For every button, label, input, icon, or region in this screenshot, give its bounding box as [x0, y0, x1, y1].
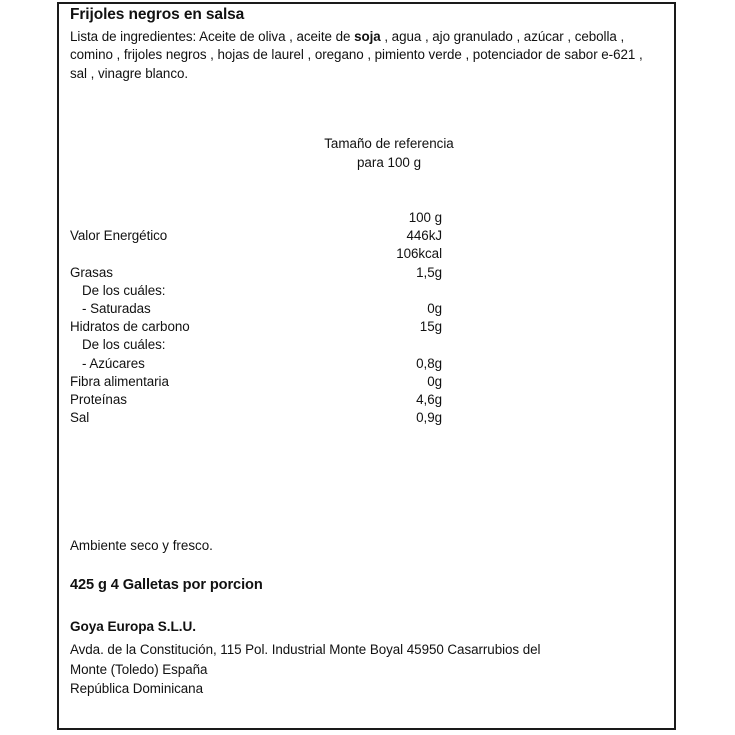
label-content: [59, 4, 674, 728]
ingredients-suffix: , agua , ajo granulado , azúcar , cebolla , comino , frijoles negros , hojas de laurel , oregano , pimiento verde , potenciador de sabor e-621 , sal , vinagre blanco.: [70, 29, 643, 81]
ingredients-prefix: Lista de ingredientes: Aceite de oliva , aceite de: [70, 29, 355, 44]
nutrition-row-label: - Saturadas: [82, 300, 151, 316]
nutrition-row-value: 0,8g: [416, 355, 442, 371]
company-address: [70, 640, 660, 699]
ingredients-list: [70, 28, 650, 83]
nutrition-row-value: 0g: [427, 373, 442, 389]
nutrition-row-value: 15g: [419, 319, 442, 335]
nutrition-row-value: 0g: [427, 300, 442, 316]
nutrition-row-value: 446kJ: [406, 228, 442, 244]
nutrition-row: [70, 336, 442, 354]
nutrition-row-value: 0,9g: [416, 410, 442, 426]
nutrition-row: [70, 227, 442, 245]
nutrition-row: [70, 391, 442, 409]
nutrition-row: [70, 409, 442, 427]
nutrition-row-label: - Azúcares: [82, 355, 145, 371]
nutrition-row-label: Fibra alimentaria: [70, 373, 169, 389]
net-weight-and-servings: 425 g 4 Galletas por porcion: [70, 577, 263, 593]
nutrition-row-label: Proteínas: [70, 391, 127, 407]
company-address-line: Monte (Toledo) España: [70, 661, 208, 677]
reference-size-line2: para 100 g: [356, 154, 422, 170]
ingredients-allergen-soja: soja: [354, 29, 381, 44]
nutrition-rows: [70, 227, 442, 427]
nutrition-row: [70, 318, 442, 336]
nutrition-row-value: 4,6g: [416, 391, 442, 407]
product-title: Frijoles negros en salsa: [70, 6, 245, 23]
nutrition-column-header-row: [70, 209, 442, 227]
nutrition-row-label: De los cuáles:: [82, 337, 166, 353]
nutrition-row: [70, 245, 442, 263]
nutrition-row-label: Sal: [70, 410, 90, 426]
nutrition-row: [70, 264, 442, 282]
nutrition-row: [70, 300, 442, 318]
reference-size-header: [274, 135, 504, 172]
nutrition-row-value: 1,5g: [416, 264, 442, 280]
nutrition-row-label: De los cuáles:: [82, 282, 166, 298]
nutrition-table: [70, 209, 442, 427]
nutrition-row: [70, 373, 442, 391]
nutrition-row-label: Grasas: [70, 264, 113, 280]
nutrition-row: [70, 355, 442, 373]
company-address-line: Avda. de la Constitución, 115 Pol. Industrial Monte Boyal 45950 Casarrubios del: [70, 642, 541, 657]
company-name: Goya Europa S.L.U.: [70, 619, 196, 634]
nutrition-row: [70, 282, 442, 300]
storage-instructions: Ambiente seco y fresco.: [70, 538, 213, 553]
nutrition-label-frame: [57, 2, 676, 730]
nutrition-column-header: 100 g: [408, 210, 442, 225]
company-address-line: República Dominicana: [70, 681, 203, 697]
nutrition-row-label: Valor Energético: [70, 228, 168, 244]
nutrition-row-label: Hidratos de carbono: [70, 319, 190, 335]
reference-size-line1: Tamaño de referencia: [324, 136, 454, 151]
nutrition-row-value: 106kcal: [396, 246, 442, 262]
